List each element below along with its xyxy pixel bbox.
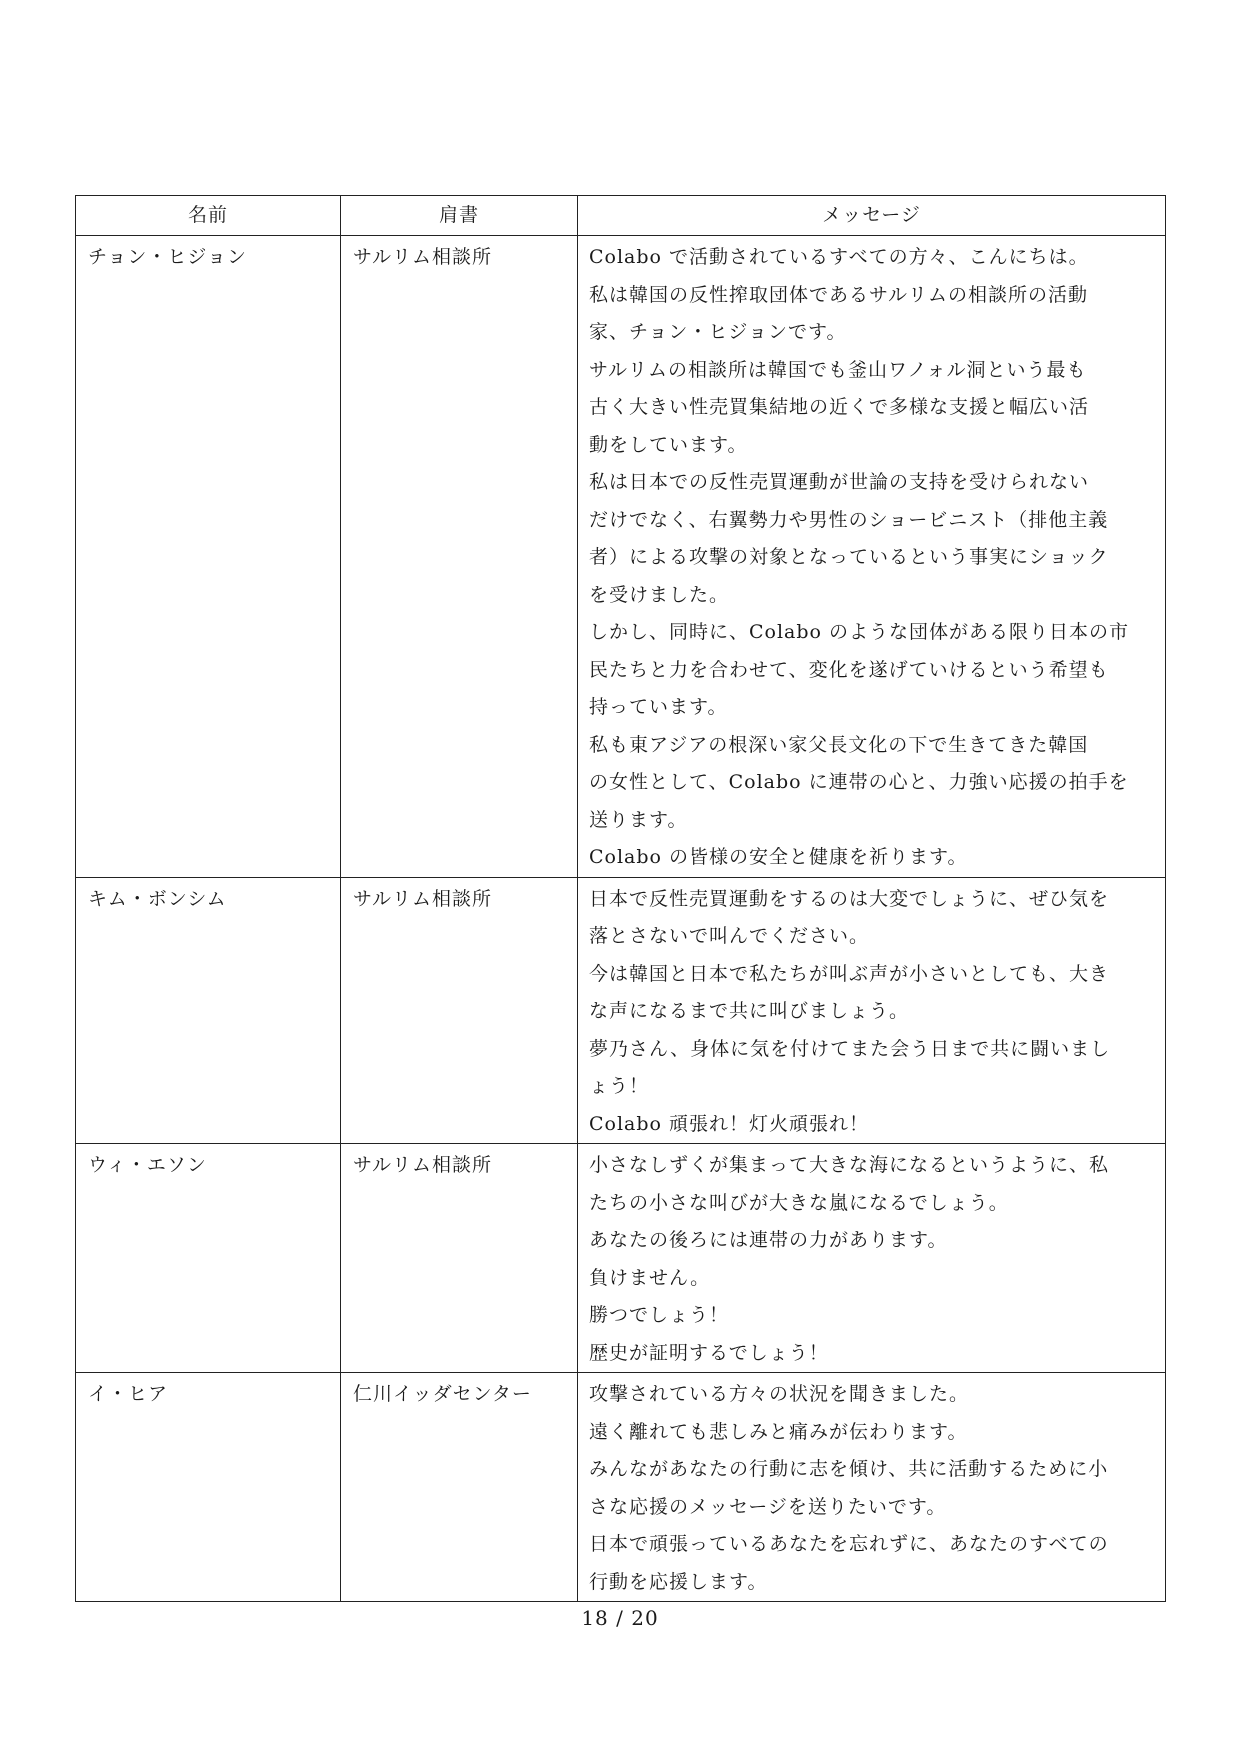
page-number: 18 / 20 [581,1606,659,1630]
message-line: Colabo で活動されているすべての方々、こんにちは。 [589,246,1089,268]
cell-title: サルリム相談所 [341,877,578,1144]
message-line: だけでなく、右翼勢力や男性のショービニスト（排他主義 [589,508,1109,531]
cell-message [578,236,1166,878]
header-message: メッセージ [578,196,1166,236]
cell-title: サルリム相談所 [341,236,578,878]
message-line: 民たちと力を合わせて、変化を遂げていけるという希望も [589,658,1109,681]
cell-message [578,1144,1166,1373]
header-title: 肩書 [341,196,578,236]
message-line: 古く大きい性売買集結地の近くで多様な支援と幅広い活 [589,396,1090,418]
message-line: 負けません。 [589,1266,711,1289]
message-line: 者）による攻撃の対象となっているという事実にショック [589,546,1109,568]
message-line: 落とさないで叫んでください。 [589,925,870,947]
message-line: 家、チョン・ヒジョンです。 [589,321,847,343]
message-line: 遠く離れても悲しみと痛みが伝わります。 [589,1420,968,1443]
message-line: 勝つでしょう！ [589,1304,730,1326]
message-line: 小さなしずくが集まって大きな海になるというように、私 [589,1154,1110,1176]
cell-title: 仁川イッダセンター [341,1373,578,1602]
message-line: を受けました。 [589,583,730,606]
message-line: みんながあなたの行動に志を傾け、共に活動するために小 [589,1458,1109,1480]
cell-title: サルリム相談所 [341,1144,578,1373]
header-name: 名前 [76,196,341,236]
message-line: しかし、同時に、Colabo のような団体がある限り日本の市 [589,621,1130,643]
cell-name: チョン・ヒジョン [76,236,341,878]
message-line: 私も東アジアの根深い家父長文化の下で生きてきた韓国 [589,733,1089,756]
message-line: 歴史が証明するでしょう！ [589,1341,829,1364]
table-header-row [76,196,1166,236]
cell-message [578,877,1166,1144]
message-line: の女性として、Colabo に連帯の心と、力強い応援の拍手を [589,771,1129,793]
message-table [75,195,1166,1602]
table-row [76,1373,1166,1602]
message-line: 日本で反性売買運動をするのは大変でしょうに、ぜひ気を [589,887,1110,910]
message-line: Colabo の皆様の安全と健康を祈ります。 [589,846,968,868]
message-line: な声になるまで共に叫びましょう。 [589,1000,910,1022]
cell-name: ウィ・エソン [76,1144,341,1373]
message-line: Colabo 頑張れ！灯火頑張れ！ [589,1112,870,1135]
message-line: 持っています。 [589,696,728,718]
message-line: 動をしています。 [589,433,748,456]
message-line: サルリムの相談所は韓国でも釜山ワノォル洞という最も [589,358,1087,381]
message-line: たちの小さな叫びが大きな嵐になるでしょう。 [589,1191,1009,1214]
message-line: 私は韓国の反性搾取団体であるサルリムの相談所の活動 [589,283,1089,306]
message-line: あなたの後ろには連帯の力があります。 [589,1229,948,1251]
message-line: さな応援のメッセージを送りたいです。 [589,1495,947,1518]
table-row [76,877,1166,1144]
message-line: 今は韓国と日本で私たちが叫ぶ声が小さいとしても、大き [589,962,1110,985]
message-line: 私は日本での反性売買運動が世論の支持を受けられない [589,471,1090,493]
message-line: 日本で頑張っているあなたを忘れずに、あなたのすべての [589,1533,1109,1555]
table-row [76,1144,1166,1373]
message-line: 夢乃さん、身体に気を付けてまた会う日まで共に闘いまし [589,1037,1111,1060]
message-line: 送ります。 [589,808,688,831]
cell-name: イ・ヒア [76,1373,341,1602]
message-line: ょう！ [589,1075,650,1097]
cell-message [578,1373,1166,1602]
table-row [76,236,1166,878]
message-line: 行動を応援します。 [589,1570,768,1593]
cell-name: キム・ボンシム [76,877,341,1144]
message-line: 攻撃されている方々の状況を聞きました。 [589,1383,970,1405]
